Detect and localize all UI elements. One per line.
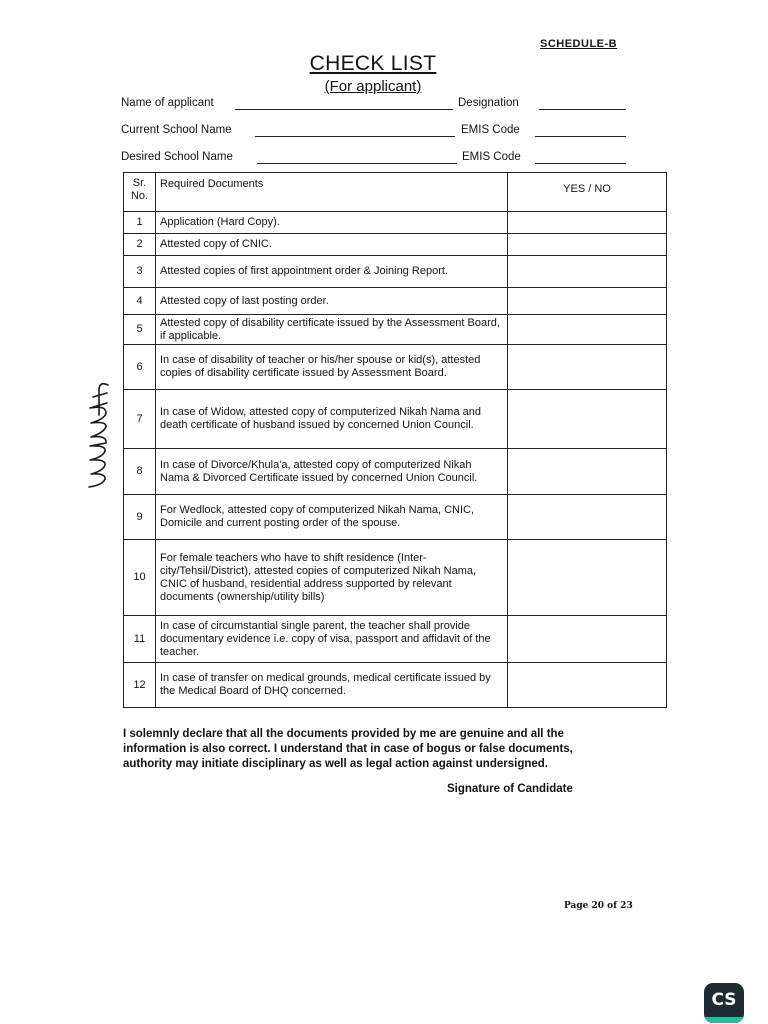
yes-no-cell[interactable] bbox=[508, 616, 667, 663]
row-number: 9 bbox=[124, 495, 156, 540]
yes-no-cell[interactable] bbox=[508, 288, 667, 315]
applicant-name-row bbox=[121, 97, 626, 113]
document-description: In case of Widow, attested copy of computerized Nikah Nama and death certificate of husband issued by concerned Union Council. bbox=[156, 390, 508, 449]
document-description: In case of disability of teacher or his/her spouse or kid(s), attested copies of disability certificate issued by Assessment Board. bbox=[156, 345, 508, 390]
yes-no-cell[interactable] bbox=[508, 449, 667, 495]
desired-school-label: Desired School Name bbox=[121, 151, 233, 163]
desired-emis-label: EMIS Code bbox=[462, 151, 521, 163]
row-number: 8 bbox=[124, 449, 156, 495]
table-row bbox=[124, 540, 667, 616]
yes-no-cell[interactable] bbox=[508, 345, 667, 390]
table-row bbox=[124, 663, 667, 708]
desired-school-row bbox=[121, 151, 626, 167]
row-number: 12 bbox=[124, 663, 156, 708]
document-description: Application (Hard Copy). bbox=[156, 212, 508, 234]
yes-no-cell[interactable] bbox=[508, 390, 667, 449]
row-number: 10 bbox=[124, 540, 156, 616]
row-number: 6 bbox=[124, 345, 156, 390]
table-row bbox=[124, 495, 667, 540]
row-number: 4 bbox=[124, 288, 156, 315]
document-description: Attested copies of first appointment order & Joining Report. bbox=[156, 256, 508, 288]
yes-no-cell[interactable] bbox=[508, 540, 667, 616]
declaration-text: I solemnly declare that all the documents provided by me are genuine and all the information is also correct. I understand that in case of bogus or false documents, authority may initiate disciplinary as well as legal action against undersigned. bbox=[123, 728, 573, 770]
yes-no-cell[interactable] bbox=[508, 234, 667, 256]
yes-no-cell[interactable] bbox=[508, 495, 667, 540]
row-number: 11 bbox=[124, 616, 156, 663]
sr-header-line1: Sr. bbox=[132, 177, 147, 189]
table-row bbox=[124, 390, 667, 449]
table-row bbox=[124, 256, 667, 288]
document-description: Attested copy of CNIC. bbox=[156, 234, 508, 256]
designation-field[interactable] bbox=[539, 109, 626, 110]
handwritten-signature bbox=[75, 375, 125, 495]
required-documents-header: Required Documents bbox=[156, 173, 508, 212]
table-row bbox=[124, 288, 667, 315]
signature-label: Signature of Candidate bbox=[447, 783, 573, 795]
document-description: In case of Divorce/Khula'a, attested copy of computerized Nikah Nama & Divorced Certificate issued by concerned Union Council. bbox=[156, 449, 508, 495]
table-row bbox=[124, 234, 667, 256]
yes-no-cell[interactable] bbox=[508, 256, 667, 288]
sr-header-line2: No. bbox=[130, 190, 149, 202]
current-school-row bbox=[121, 124, 626, 140]
row-number: 3 bbox=[124, 256, 156, 288]
current-school-field[interactable] bbox=[255, 136, 455, 137]
document-description: Attested copy of disability certificate issued by the Assessment Board, if applicable. bbox=[156, 315, 508, 345]
document-description: For female teachers who have to shift residence (Inter-city/Tehsil/District), attested copies of computerized Nikah Nama, CNIC of husband, residential address supported by relevant documents (ownership/utility bills) bbox=[156, 540, 508, 616]
page-number: Page 20 of 23 bbox=[564, 901, 633, 911]
yes-no-cell[interactable] bbox=[508, 315, 667, 345]
yes-no-cell[interactable] bbox=[508, 663, 667, 708]
checklist-table bbox=[123, 172, 667, 708]
yes-no-cell[interactable] bbox=[508, 212, 667, 234]
applicant-name-field[interactable] bbox=[235, 109, 453, 110]
badge-label: CS bbox=[711, 990, 737, 1010]
sr-no-header bbox=[124, 173, 156, 212]
document-description: In case of transfer on medical grounds, medical certificate issued by the Medical Board of DHQ concerned. bbox=[156, 663, 508, 708]
current-school-label: Current School Name bbox=[121, 124, 232, 136]
table-row bbox=[124, 449, 667, 495]
table-row bbox=[124, 212, 667, 234]
row-number: 2 bbox=[124, 234, 156, 256]
designation-label: Designation bbox=[458, 97, 519, 109]
camscanner-badge bbox=[704, 983, 744, 1023]
row-number: 1 bbox=[124, 212, 156, 234]
page-title: CHECK LIST bbox=[309, 52, 437, 75]
desired-school-field[interactable] bbox=[257, 163, 457, 164]
table-row bbox=[124, 315, 667, 345]
applicant-name-label: Name of applicant bbox=[121, 97, 214, 109]
document-description: Attested copy of last posting order. bbox=[156, 288, 508, 315]
table-header-row bbox=[124, 173, 667, 212]
table-row bbox=[124, 345, 667, 390]
page-subtitle: (For applicant) bbox=[324, 78, 422, 95]
table-row bbox=[124, 616, 667, 663]
current-emis-field[interactable] bbox=[535, 136, 626, 137]
row-number: 7 bbox=[124, 390, 156, 449]
row-number: 5 bbox=[124, 315, 156, 345]
yes-no-header: YES / NO bbox=[508, 173, 667, 212]
document-description: For Wedlock, attested copy of computerized Nikah Nama, CNIC, Domicile and current posting order of the spouse. bbox=[156, 495, 508, 540]
document-description: In case of circumstantial single parent, the teacher shall provide documentary evidence i.e. copy of visa, passport and affidavit of the teacher. bbox=[156, 616, 508, 663]
schedule-label: SCHEDULE-B bbox=[540, 38, 618, 50]
desired-emis-field[interactable] bbox=[535, 163, 626, 164]
current-emis-label: EMIS Code bbox=[461, 124, 520, 136]
